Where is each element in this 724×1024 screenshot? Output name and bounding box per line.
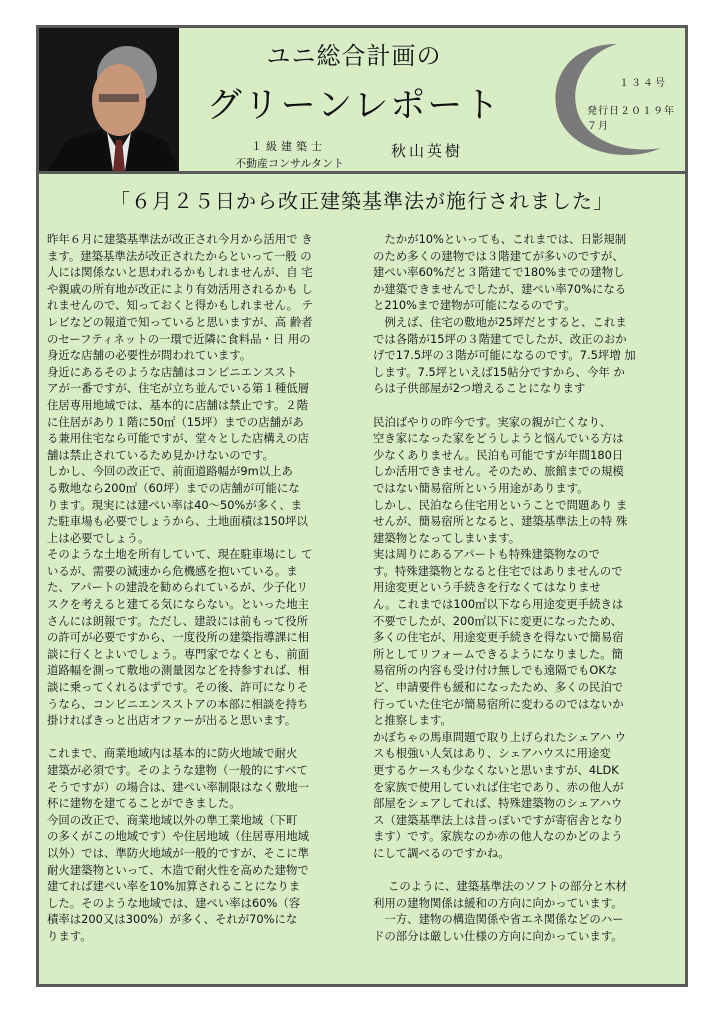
masthead (39, 28, 685, 174)
license-title: １級建築士 (251, 140, 326, 153)
report-title: グリーンレポート (206, 86, 502, 126)
paragraph: 昨年６月に建築基準法が改正され今月から活用で き ます。建築基準法が改正されたからといって一般 の 人には関係ないと思われるかもしれませんが、自 宅 や親戚の所有地が改正により有効活用されるかも し れませんので、知っておくと得かもしれません。 テ レビなどの報道で知っていると思いますが、高 齢者 のセーフティネットの一環で近隣に食料品・日 用の 身近な店舗の必要性が問われています。 (47, 232, 314, 363)
paragraph: かぼちゃの馬車問題で取り上げられたシェアハ ウ スも根強い人気はあり、シェアハウスに用途変 更するケースも少なくないと思いますが、4LDK を家族で使用していれば住宅であり、赤の他人が 部屋をシェアしてれば、特殊建築物のシェアハウ ス（建築基準法上は昔っぽいですが寄宿舎となり ます）です。家族なのか赤の他人なのかどのよう にして調べるのですかね。 (373, 729, 627, 860)
paragraph: 例えば、住宅の敷地が25坪だとすると、これま では各階が15坪の３階建てでしたが、改正のおか げで17.5坪の３階が可能になるのです。7.5坪増 加 します。7.5坪といえば15帖分ですから、今年 か らは子供部屋が2つ増えることになります (373, 314, 636, 396)
paragraph-gap (373, 397, 691, 414)
paragraph: 身近にあるそのような店舗はコンビニエンススト アが一番ですが、住宅が立ち並んでいる第１種低層 住居専用地域では、基本的に店舗は禁止です。２階 に住居があり１階に50㎡（15坪）までの店舗があ る兼用住宅なら可能ですが、堂々とした店構えの店 舗は禁止されているため見かけないのです。 (47, 364, 309, 462)
paragraph: 実は周りにあるアパートも特殊建築物なので す。特殊建築物となると住宅ではありませんので 用途変更という手続きを行なくてはなりませ ん。これまでは100㎡以下なら用途変更手続きは 不要でしたが、200㎡以下に変更になったため、 多くの住宅が、用途変更手続きを得ないで簡易宿 所としてリフォームできるようになりました。簡 易宿所の内容も受け付け無しでも遠隔でもOKな ど、申請要件も緩和になったため、多くの民泊で 行っていた住宅が簡易宿所に変わるのではないか と推察します。 (373, 547, 624, 728)
paragraph: 今回の改正で、商業地域以外の準工業地域（下町 の多くがこの地域です）や住居地域（住居専用地域 以外）では、準防火地域が一般的ですが、そこに準 耐火建築物といって、木造で耐火性を高めた建物で 建てれば建ぺい率を10%加算されることになりま した。そのような地域では、建ぺい率は60%（容 積率は200又は300%）が多く、それが70%にな ります。 (47, 812, 309, 943)
issue-date: 発行日２０１９年７月 (587, 106, 675, 132)
author-name: 秋山英樹 (391, 142, 464, 160)
newsletter-sheet (36, 25, 688, 987)
paragraph: このように、建築基準法のソフトの部分と木材 利用の建物関係は緩和の方向に向かっています。 一方、建物の構造関係や省エネ関係などのハー ドの部分は厳しい仕様の方向に向かっています。 (373, 879, 627, 943)
headline: 「６月２５日から改正建築基準法が施行されました」 (110, 189, 614, 213)
paragraph-gap (47, 729, 365, 746)
paragraph: たかが10%といっても、これまでは、日影規制 のため多くの建物では３階建てが多いのですが、 建ぺい率60%だと３階建てで180%までの建物し か建築できませんでしたが、建ぺい率70%になる と210%まで建物が可能になるのです。 (373, 232, 627, 313)
author-photo (39, 28, 179, 171)
paragraph: 民泊ばやりの昨今です。実家の親が亡くなり、 空き家になった家をどうしようと悩んでいる方は 少なくありません。民泊も可能ですが年間180日 しか活用できません。そのため、旅館までの規模 ではない簡易宿所という用途があります。 (373, 414, 624, 495)
profession-title: 不動産コンサルタント (235, 157, 345, 170)
paragraph: そのような土地を所有していて、現在駐車場にし て いるが、需要の減速から危機感を抱いている。ま た、アパートの建設を勧められているが、少子化リ スクを考えると建てる気にならない。といった地主 さんには朗報です。ただし、建設には前もって役所 の許可が必要ですから、一度役所の建築指導課に相 談に行くとよいでしょう。専門家でなくとも、前面 道路幅を測って敷地の測量図などを持参すれば、相 談に乗ってくれるはずです。その後、許可になりそ うなら、コンビニエンスストアの本部に相談を持ち 掛ければきっと出店オファーが出ると思います。 (47, 547, 313, 728)
company-name: ユニ総合計画の (266, 42, 442, 70)
right-column (373, 231, 691, 983)
issue-number: １３４号 (619, 78, 667, 89)
paragraph: しかし、今回の改正で、前面道路幅が9m以上あ る敷地なら200㎡（60坪）までの店舗が可能にな ります。現実には建ぺい率は40～50%が多く、ま た駐車場も必要でしょうから、土地面積は150坪以 上は必要でしょう。 (47, 464, 308, 545)
paragraph-gap (373, 862, 691, 879)
paragraph: これまで、商業地域内は基本的に防火地域で耐火 建築が必須です。そのような建物（一般的にすべて そうですが）の場合は、建ぺい率制限はなく敷地一 杯に建物を建てることができました。 (47, 746, 309, 811)
paragraph: しかし、民泊なら住宅用ということで問題あり ま せんが、簡易宿所となると、建築基準法上の特 殊 建築物となってしまいます。 (373, 497, 628, 545)
left-column (47, 231, 365, 983)
